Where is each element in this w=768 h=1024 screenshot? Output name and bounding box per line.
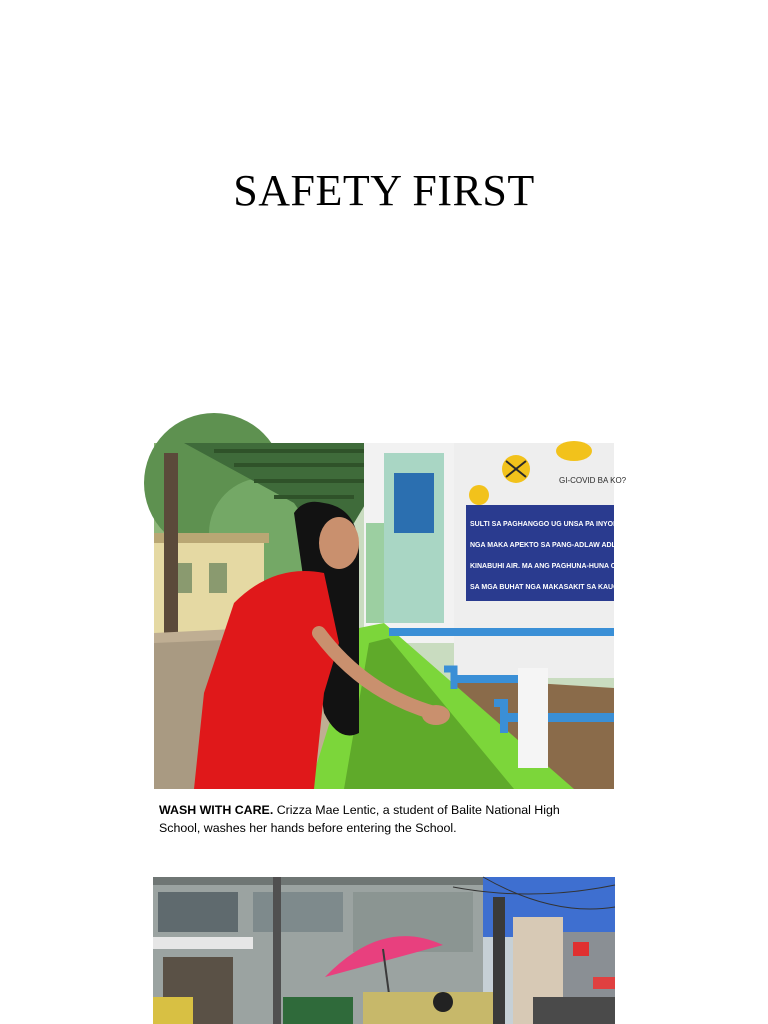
svg-text:GI-COVID BA KO?: GI-COVID BA KO? bbox=[559, 476, 627, 485]
svg-text:NGA MAKA APEKTO SA PANG-ADLAW: NGA MAKA APEKTO SA PANG-ADLAW ADLAW NINYONG bbox=[470, 542, 662, 549]
svg-text:SULTI SA PAGHANGGO UG UNSA PA: SULTI SA PAGHANGGO UG UNSA PA INYONG GIBATI bbox=[470, 521, 649, 528]
page-title: SAFETY FIRST bbox=[233, 166, 535, 215]
handwashing-photo bbox=[154, 443, 662, 789]
photo-caption bbox=[159, 801, 599, 837]
svg-text:SA MGA BUHAT NGA MAKASAKIT SA: SA MGA BUHAT NGA MAKASAKIT SA KAUGALINGON. bbox=[470, 584, 653, 591]
caption-text: Crizza Mae Lentic, a student of Balite National High School, washes her hands before entering the School. bbox=[159, 803, 560, 835]
svg-text:KINABUHI AIR. MA ANG PAGHUNA-H: KINABUHI AIR. MA ANG PAGHUNA-HUNA O PAGBUHAT bbox=[470, 563, 657, 570]
caption-lead: WASH WITH CARE. bbox=[159, 803, 274, 817]
street-photo bbox=[153, 877, 615, 1024]
